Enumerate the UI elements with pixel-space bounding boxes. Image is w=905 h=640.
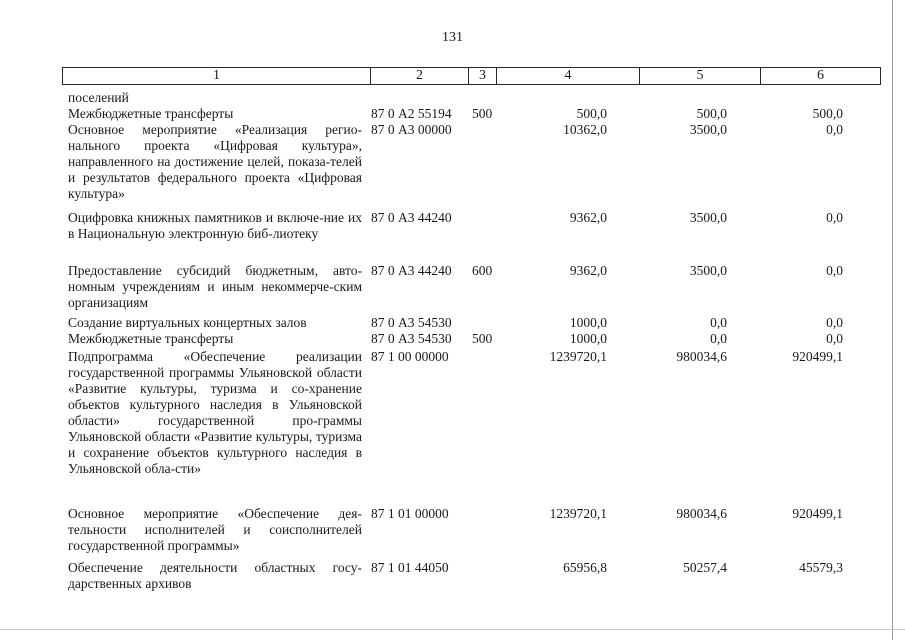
row-code: 87 0 А3 54530 [371,315,452,330]
row-value-col6: 45579,3 [799,560,843,575]
row-value-col6: 920499,1 [792,506,843,521]
row-description: поселений [68,90,129,105]
column-header-5: 5 [640,68,761,85]
row-description: Предоставление субсидий бюджетным, авто-номным учреждениям и иным некоммерче-ским организациям [68,263,362,310]
column-header-2: 2 [371,68,469,85]
row-value-col5: 50257,4 [683,560,727,575]
row-value-col4: 1000,0 [569,315,607,330]
row-value-col5: 3500,0 [689,210,727,225]
row-code: 87 1 01 00000 [371,506,449,521]
row-value-col4: 500,0 [576,106,607,121]
column-header-1: 1 [63,68,371,85]
row-description: Межбюджетные трансферты [68,331,234,346]
row-description: Обеспечение деятельности областных госу-дарственных архивов [68,560,362,591]
row-expense-type: 500 [472,106,493,121]
row-value-col6: 0,0 [826,315,843,330]
row-value-col4: 1000,0 [569,331,607,346]
row-value-col4: 1239720,1 [549,506,607,521]
column-header-4: 4 [497,68,640,85]
row-description: Создание виртуальных концертных залов [68,315,307,330]
row-code: 87 0 А3 00000 [371,122,452,137]
row-value-col6: 500,0 [812,106,843,121]
row-code: 87 1 01 44050 [371,560,449,575]
row-value-col5: 3500,0 [689,263,727,278]
row-code: 87 0 А3 44240 [371,263,452,278]
row-description: Основное мероприятие «Обеспечение дея-тельности исполнителей и соисполнителей государственной программы» [68,506,362,553]
row-value-col6: 0,0 [826,331,843,346]
row-value-col4: 9362,0 [569,210,607,225]
row-value-col4: 1239720,1 [549,349,607,364]
column-header-3: 3 [469,68,497,85]
row-value-col5: 0,0 [710,315,727,330]
row-value-col5: 500,0 [696,106,727,121]
row-value-col4: 65956,8 [563,560,607,575]
row-expense-type: 500 [472,331,493,346]
row-value-col6: 0,0 [826,122,843,137]
row-code: 87 0 А3 54530 [371,331,452,346]
row-value-col6: 0,0 [826,263,843,278]
row-expense-type: 600 [472,263,493,278]
row-description: Подпрограмма «Обеспечение реализации государственной программы Ульяновской области «Развитие культуры, туризма и со-хранение объектов культурного наследия в Ульяновской области» государственной про-граммы Ульяновской области «Развитие культуры, туризма и сохранение объектов культурного наследия в Ульяновской обла-сти» [68,349,362,476]
row-value-col5: 980034,6 [676,349,727,364]
row-value-col5: 3500,0 [689,122,727,137]
row-description: Межбюджетные трансферты [68,106,234,121]
row-code: 87 0 А2 55194 [371,106,452,121]
row-value-col6: 0,0 [826,210,843,225]
row-code: 87 1 00 00000 [371,349,449,364]
row-value-col4: 9362,0 [569,263,607,278]
row-code: 87 0 А3 44240 [371,210,452,225]
row-value-col5: 980034,6 [676,506,727,521]
row-value-col6: 920499,1 [792,349,843,364]
column-header-6: 6 [761,68,881,85]
row-description: Основное мероприятие «Реализация регио-нального проекта «Цифровая культура», направленного на достижение целей, показа-телей и результатов федерального проекта «Цифровая культура» [68,122,362,201]
row-value-col5: 0,0 [710,331,727,346]
row-description: Оцифровка книжных памятников и включе-ние их в Национальную электронную биб-лиотеку [68,210,362,241]
page-number: 131 [442,30,463,45]
row-value-col4: 10362,0 [563,122,607,137]
